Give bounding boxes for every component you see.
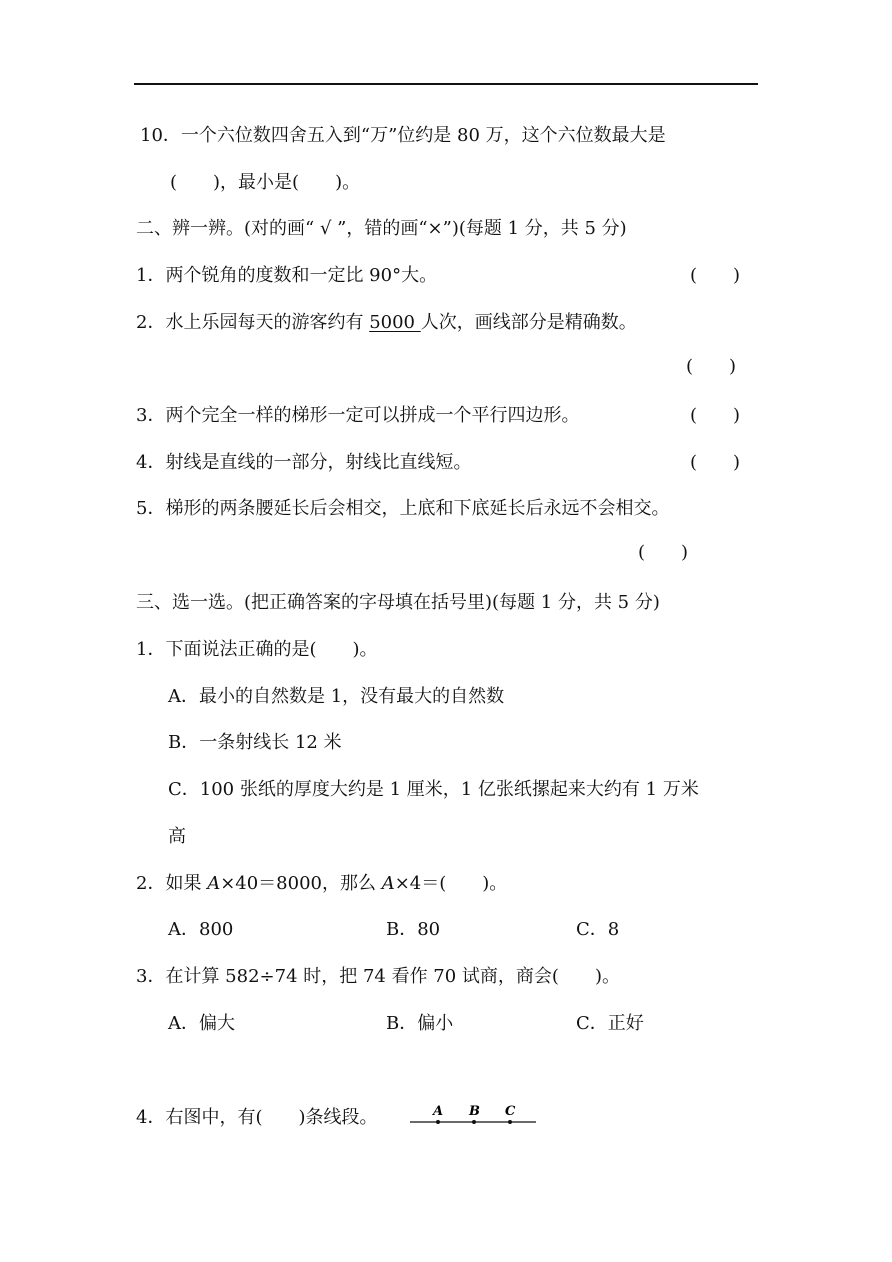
choice-q1-option-b: B．一条射线长 12 米 xyxy=(168,732,342,753)
judge-item-2 xyxy=(136,311,637,335)
line-figure xyxy=(408,1100,540,1132)
choice-q2-var2: A xyxy=(381,873,395,894)
judge-item-2-post: 人次，画线部分是精确数。 xyxy=(420,312,637,333)
choice-q1-option-c-cont: 高 xyxy=(168,826,186,847)
choice-q2-option-a: A．800 xyxy=(168,919,234,940)
choice-q3-stem: 3．在计算 582÷74 时，把 74 看作 70 试商，商会( )。 xyxy=(136,966,620,987)
choice-q1-option-c: C．100 张纸的厚度大约是 1 厘米，1 亿张纸摞起来大约有 1 万米 xyxy=(168,779,699,800)
choice-q2-pre: 2．如果 xyxy=(136,873,208,894)
choice-q2-post: ×4＝( )。 xyxy=(394,873,508,894)
judge-item-1: 1．两个锐角的度数和一定比 90°大。 xyxy=(136,265,438,286)
judge-answer-4: ( ) xyxy=(690,452,741,473)
choice-q2-mid: ×40＝8000，那么 xyxy=(220,873,382,894)
section2-title: 二、辨一辨。(对的画“ √ ”，错的画“×”)(每题 1 分，共 5 分) xyxy=(136,218,627,239)
choice-q3-option-c: C．正好 xyxy=(576,1013,644,1034)
judge-item-4: 4．射线是直线的一部分，射线比直线短。 xyxy=(136,452,472,473)
header-rule xyxy=(134,83,758,85)
point-c-dot xyxy=(508,1120,512,1124)
point-b-label: B xyxy=(469,1104,480,1119)
point-a-dot xyxy=(436,1120,440,1124)
judge-answer-2: ( ) xyxy=(686,356,737,377)
choice-q2-option-c: C．8 xyxy=(576,919,620,940)
point-a-label: A xyxy=(433,1104,444,1119)
section3-title: 三、选一选。(把正确答案的字母填在括号里)(每题 1 分，共 5 分) xyxy=(136,592,660,613)
point-b-dot xyxy=(472,1120,476,1124)
choice-q1-stem: 1．下面说法正确的是( )。 xyxy=(136,639,378,660)
judge-answer-1: ( ) xyxy=(690,265,741,286)
choice-q3-option-a: A．偏大 xyxy=(168,1013,235,1034)
choice-q2-option-b: B．80 xyxy=(386,919,441,940)
judge-item-3: 3．两个完全一样的梯形一定可以拼成一个平行四边形。 xyxy=(136,405,580,426)
choice-q2-stem xyxy=(136,872,507,896)
judge-answer-3: ( ) xyxy=(690,405,741,426)
judge-item-2-pre: 2．水上乐园每天的游客约有 xyxy=(136,312,370,333)
choice-q4-stem: 4．右图中，有( )条线段。 xyxy=(136,1107,378,1128)
choice-q3-option-b: B．偏小 xyxy=(386,1013,454,1034)
choice-q1-option-a: A．最小的自然数是 1，没有最大的自然数 xyxy=(168,686,505,707)
choice-q2-var1: A xyxy=(207,873,221,894)
point-c-label: C xyxy=(505,1104,516,1119)
q10-line1: 10．一个六位数四舍五入到“万”位约是 80 万，这个六位数最大是 xyxy=(140,125,666,146)
q10-line2: ( )，最小是( )。 xyxy=(170,172,361,193)
judge-item-2-underlined: 5000 xyxy=(369,312,421,333)
judge-answer-5: ( ) xyxy=(638,542,689,563)
judge-item-5: 5．梯形的两条腰延长后会相交，上底和下底延长后永远不会相交。 xyxy=(136,498,670,519)
